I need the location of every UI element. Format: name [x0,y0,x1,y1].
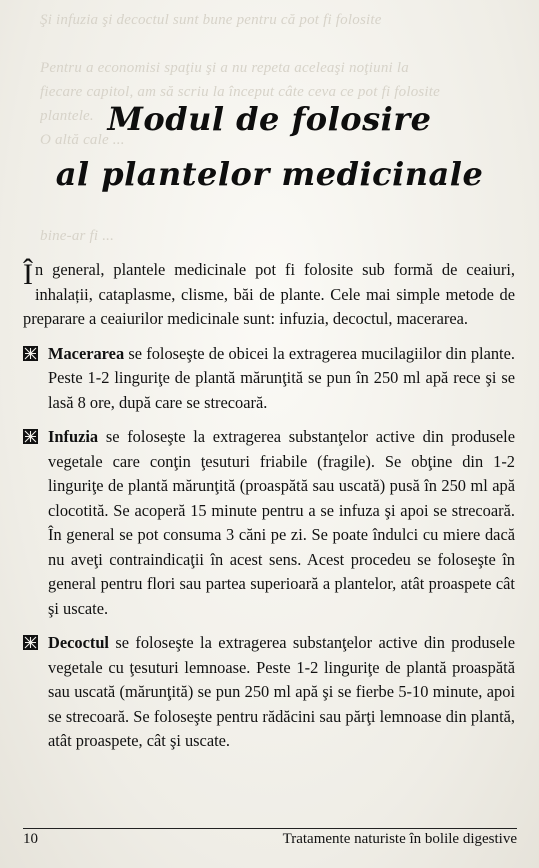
footer-divider [23,828,517,829]
running-footer-title: Tratamente naturiste în bolile digestive [282,831,517,847]
bullet-icon [23,429,38,444]
section-decoctul [23,631,515,754]
intro-text: n general, plantele medicinale pot fi folosite sub formă de ceaiuri, inhalații, cataplasme, clisme, băi de plante. Cele mai simple metode de preparare a ceaiurilor medicinale sunt: infuzia, decoctul, macerarea. [23,260,515,328]
section-text: se foloseşte la extragerea substanţelor active din produsele vegetale cu ţesuturi lemnoase. Peste 1-2 linguriţe de plantă proaspătă sau uscată (mărunţită) se pun 250 ml apă şi se fierbe 5-10 minute, apoi se strecoară. Se foloseşte pentru rădăcini sau părţi lemnoase din plantă, atât proaspete, cât şi uscate. [48,633,515,750]
section-text: se foloseşte la extragerea substanţelor active din produsele vegetale care conţin ţesuturi friabile (fragile). Se obţine din 1-2 linguriţe de plantă mărunţită (proaspătă sau uscată) pusă în 250 ml apă clocotită. Se acoperă 15 minute pentru a se infuza şi apoi se strecoară. În general se pot consuma 3 căni pe zi. Se poate îndulci cu miere dacă nu aveţi contraindicaţii în acest sens. Acest procedeu se foloseşte în general pentru flori sau partea superioară a plantelor, atât proaspete cât şi uscate. [48,427,515,618]
section-term: Macerarea [48,343,125,363]
drop-cap: Î [23,258,33,291]
section-infuzia [23,425,515,621]
title-line-1: Modul de folosire [107,100,432,138]
section-macerarea [23,342,515,416]
intro-paragraph [23,258,515,332]
section-term: Infuzia [48,427,99,446]
bullet-icon [23,346,38,361]
section-term: Decoctul [48,633,109,652]
section-text: se foloseşte de obicei la extragerea mucilagiilor din plante. Peste 1-2 linguriţe de plantă mărunţită se pun în 250 ml apă rece şi se lasă 8 ore, după care se strecoară. [48,343,515,412]
page-number: 10 [23,831,38,847]
bleed-through-text: Şi infuzia şi decoctul sunt bune pentru că pot fi folosite Pentru a economisi spaţiu şi a nu repeta aceleaşi noţiuni la fiecare capitol, am să scriu la început câte ceva ce pot fi folosite plantele. O altă cale ... bine-ar fi ... [40,12,441,244]
title-line-2: al plantelor medicinale [55,155,484,193]
body-text [23,258,515,754]
bullet-icon [23,635,38,650]
